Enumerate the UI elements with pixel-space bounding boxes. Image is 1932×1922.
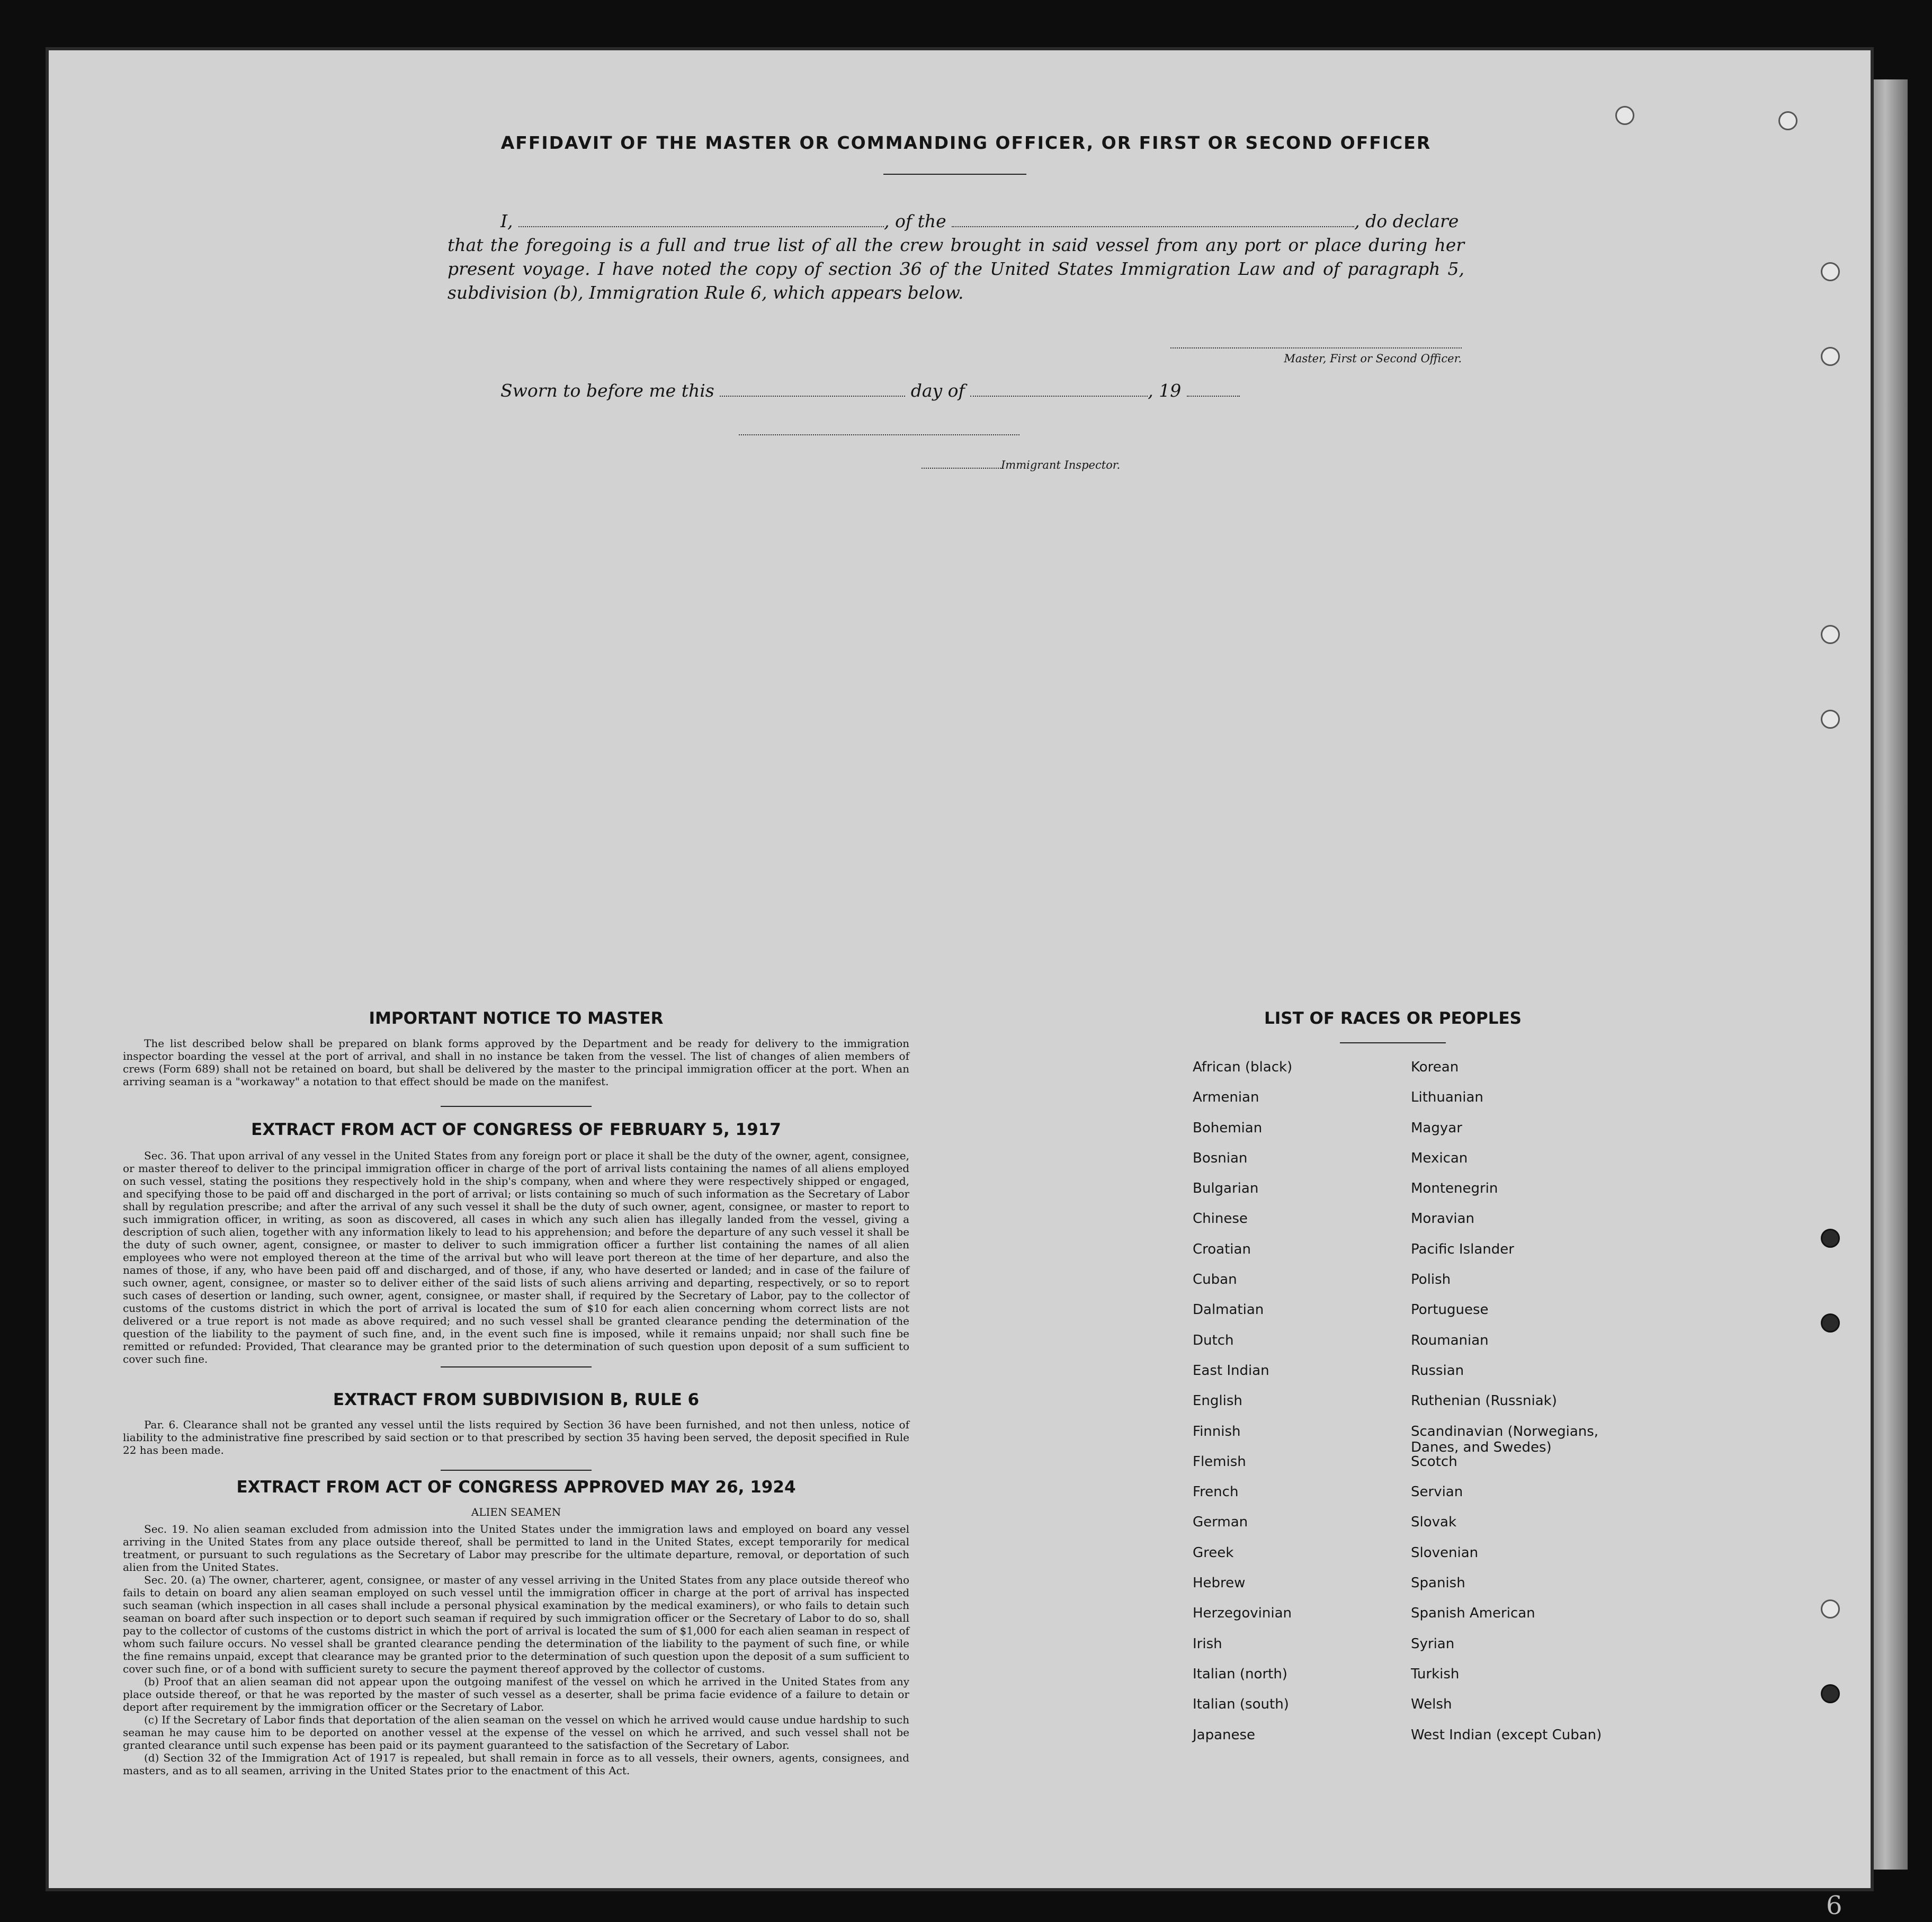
race-name: Scotch	[1411, 1453, 1457, 1470]
extract-rule6-body	[123, 1418, 909, 1456]
race-name: Japanese	[1193, 1727, 1256, 1743]
race-name: West Indian (except Cuban)	[1411, 1727, 1602, 1743]
page-edge-strip	[1871, 79, 1908, 1870]
race-name: Turkish	[1411, 1666, 1460, 1682]
sworn-day-of: day of	[910, 380, 965, 401]
race-row	[1193, 1484, 1669, 1514]
race-name: Finnish	[1193, 1423, 1241, 1440]
race-name: Moravian	[1411, 1211, 1474, 1227]
races-divider	[1340, 1042, 1446, 1043]
master-signature-label: Master, First or Second Officer.	[1284, 352, 1462, 365]
race-row	[1193, 1424, 1669, 1454]
binder-hole	[1821, 262, 1840, 281]
sworn-year-blank[interactable]	[1187, 382, 1240, 397]
binder-hole	[1821, 1229, 1840, 1248]
declaration-block	[448, 209, 1464, 305]
extract-1917-body	[123, 1149, 909, 1365]
race-name: French	[1193, 1484, 1239, 1500]
race-row	[1193, 1272, 1669, 1302]
binder-hole	[1821, 625, 1840, 644]
race-name: Korean	[1411, 1059, 1459, 1075]
race-row	[1193, 1089, 1669, 1120]
race-row	[1193, 1059, 1669, 1089]
race-name: Pacific Islander	[1411, 1241, 1514, 1257]
race-name: Dalmatian	[1193, 1302, 1264, 1318]
extract-1924-paragraph: (c) If the Secretary of Labor finds that deportation of the alien seaman on the vessel on which he arrived would cause undue hardship to such seaman he may cause him to be deported on another vessel at the expense of the vessel on which he arrived, and such vessel shall not be granted clearance until such expense has been paid or its payment guaranteed to the satisfaction of the Secretary of Labor.	[123, 1713, 909, 1751]
race-name: Bosnian	[1193, 1150, 1248, 1166]
binder-hole	[1821, 1684, 1840, 1703]
extract-1924-subtitle: ALIEN SEAMEN	[471, 1506, 561, 1518]
race-row	[1193, 1636, 1669, 1666]
race-name: Greek	[1193, 1544, 1234, 1561]
race-row	[1193, 1333, 1669, 1363]
race-name: Bohemian	[1193, 1120, 1263, 1136]
race-name: Servian	[1411, 1484, 1463, 1500]
race-row	[1193, 1211, 1669, 1241]
extract-1924-paragraph: Sec. 20. (a) The owner, charterer, agent, consignee, or master of any vessel arriving in the United States from any place outside thereof who fails to detain on board any alien seaman employed on such vessel until the immigration officer in charge at the port of arrival has inspected such seaman (which inspection in all cases shall include a personal physical examination by the medical examiners), or who fails to detain such seaman on board after such inspection or to deport such seaman if required by such immigration officer or the Secretary of Labor to do so, shall pay to the collector of customs of the customs district in which the port of arrival is located the sum of $1,000 for each alien seaman in respect of whom such failure occurs. No vessel shall be granted clearance pending the determination of the liability to the payment of such fine, or while the fine remains unpaid, except that clearance may be granted prior to the determination of such question upon the deposit of a sum sufficient to cover such fine, or of a bond with sufficient surety to secure the payment thereof approved by the collector of customs.	[123, 1574, 909, 1675]
race-name: English	[1193, 1393, 1242, 1409]
binder-hole	[1821, 1313, 1840, 1333]
race-row	[1193, 1302, 1669, 1332]
race-row	[1193, 1454, 1669, 1484]
race-row	[1193, 1120, 1669, 1150]
page-number: 6	[1826, 1891, 1842, 1920]
sworn-line	[500, 380, 1240, 401]
race-name: East Indian	[1193, 1362, 1269, 1379]
race-name: Cuban	[1193, 1272, 1237, 1288]
race-row	[1193, 1727, 1669, 1757]
notice-title: IMPORTANT NOTICE TO MASTER	[369, 1009, 664, 1028]
race-name: Ruthenian (Russniak)	[1411, 1393, 1557, 1409]
title-divider	[883, 174, 1026, 175]
race-name: Spanish American	[1411, 1605, 1535, 1622]
inspector-label-text: Immigrant Inspector.	[1001, 459, 1121, 471]
race-name: Scandinavian (Norwegians, Danes, and Swedes)	[1411, 1423, 1599, 1455]
of-the-label: , of the	[884, 211, 946, 231]
race-name: Lithuanian	[1411, 1089, 1483, 1106]
notice-body	[123, 1037, 909, 1088]
extract-1924-paragraph: (d) Section 32 of the Immigration Act of 1917 is repealed, but shall remain in force as to all vessels, their owners, agents, consignees, and masters, and as to all seamen, arriving in the United States prior to the enactment of this Act.	[123, 1751, 909, 1777]
race-name: Croatian	[1193, 1241, 1251, 1257]
inspector-label	[922, 458, 1120, 471]
affidavit-title: AFFIDAVIT OF THE MASTER OR COMMANDING OFFICER, OR FIRST OR SECOND OFFICER	[500, 132, 1432, 153]
race-name: Flemish	[1193, 1453, 1246, 1470]
sworn-day-blank[interactable]	[720, 382, 905, 397]
race-name: Armenian	[1193, 1089, 1259, 1106]
sworn-prefix: Sworn to before me this	[500, 380, 714, 401]
race-name: Italian (south)	[1193, 1696, 1289, 1713]
races-list	[1193, 1059, 1669, 1757]
extract-1917-title: EXTRACT FROM ACT OF CONGRESS OF FEBRUARY 5, 1917	[251, 1120, 781, 1139]
section-divider	[441, 1470, 592, 1471]
binder-hole	[1821, 347, 1840, 366]
binder-hole	[1821, 1599, 1840, 1619]
extract-1924-paragraph: (b) Proof that an alien seaman did not appear upon the outgoing manifest of the vessel on which he arrived in the United States from any place outside thereof, or that he was reported by the master of such vessel as a deserter, shall be prima facie evidence of a failure to detain or deport after requirement by the immigration officer or the Secretary of Labor.	[123, 1675, 909, 1713]
section-divider	[441, 1106, 592, 1107]
binder-hole	[1821, 710, 1840, 729]
inspector-signature-line[interactable]	[739, 434, 1019, 435]
race-name: Magyar	[1411, 1120, 1462, 1136]
race-name: Portuguese	[1411, 1302, 1489, 1318]
race-name: Slovenian	[1411, 1544, 1479, 1561]
race-name: Bulgarian	[1193, 1181, 1259, 1197]
races-title: LIST OF RACES OR PEOPLES	[1264, 1009, 1522, 1028]
i-label: I,	[500, 211, 513, 231]
race-row	[1193, 1696, 1669, 1727]
race-row	[1193, 1575, 1669, 1605]
binder-hole	[1778, 111, 1797, 130]
race-name: Mexican	[1411, 1150, 1468, 1166]
race-row	[1193, 1514, 1669, 1544]
race-name: German	[1193, 1514, 1248, 1531]
vessel-blank[interactable]	[952, 212, 1354, 227]
extract-1924-title: EXTRACT FROM ACT OF CONGRESS APPROVED MAY 26, 1924	[236, 1478, 796, 1497]
race-name: Herzegovinian	[1193, 1605, 1292, 1622]
extract-1917-paragraph: Sec. 36. That upon arrival of any vessel in the United States from any foreign port or place it shall be the duty of the owner, agent, consignee, or master thereof to deliver to the principal immigration officer in charge of the port of arrival lists containing the names of all aliens employed on such vessel, stating the positions they respectively hold in the ship's company, when and where they were respectively shipped or engaged, and specifying those to be paid off and discharged in the port of arrival; or lists containing so much of such information as the Secretary of Labor shall by regulation prescribe; and after the arrival of any such vessel it shall be the duty of such owner, agent, consignee, or master to report to such immigration officer, in writing, as soon as discovered, all cases in which any such alien has illegally landed from the vessel, giving a description of such alien, together with any information likely to lead to his apprehension; and before the departure of any such vessel it shall be the duty of such owner, agent, consignee, or master to deliver to such immigration officer a further list containing the names of all alien employees who were not employed thereon at the time of the arrival but who will leave port thereon at the time of her departure, and also the names of those, if any, who have been paid off and discharged, and of those, if any, who have deserted or landed; and in case of the failure of such owner, agent, consignee, or master so to deliver either of the said lists of such aliens arriving and departing, respectively, or so to report such cases of desertion or landing, such owner, agent, consignee, or master shall, if required by the Secretary of Labor, pay to the collector of customs of the customs district in which the port of arrival is located the sum of $10 for each alien concerning whom correct lists are not delivered or a true report is not made as above required; and no such vessel shall be granted clearance pending the determination of the question of the liability to the payment of such fine, and, in the event such fine is imposed, while it remains unpaid; nor shall such fine be remitted or refunded: Provided, That clearance may be granted prior to the determination of such question upon deposit of a sum sufficient to cover such fine.	[123, 1149, 909, 1365]
race-name: Montenegrin	[1411, 1181, 1498, 1197]
extract-rule6-title: EXTRACT FROM SUBDIVISION B, RULE 6	[333, 1390, 700, 1409]
binder-hole	[1615, 106, 1634, 125]
race-row	[1193, 1363, 1669, 1393]
race-row	[1193, 1150, 1669, 1181]
race-name: Irish	[1193, 1635, 1222, 1652]
race-row	[1193, 1393, 1669, 1423]
sworn-month-blank[interactable]	[970, 382, 1148, 397]
race-name: Syrian	[1411, 1635, 1455, 1652]
race-name: Hebrew	[1193, 1575, 1246, 1592]
declaration-text: that the foregoing is a full and true list of all the crew brought in said vessel from any port or place during her present voyage. I have noted the copy of section 36 of the United States Immigration Law and of paragraph 5, subdivision (b), Immigration Rule 6, which appears below.	[448, 235, 1464, 303]
race-name: African (black)	[1193, 1059, 1293, 1075]
notice-paragraph: The list described below shall be prepared on blank forms approved by the Department and be ready for delivery to the immigration inspector boarding the vessel at the port of arrival, and shall in no instance be taken from the vessel. The list of changes of alien members of crews (Form 689) shall not be retained on board, but shall be delivered by the master to the principal immigration officer at the port. When an arriving seaman is a "workaway" a notation to that effect should be made on the manifest.	[123, 1037, 909, 1088]
race-name: Welsh	[1411, 1696, 1452, 1713]
race-row	[1193, 1666, 1669, 1696]
race-row	[1193, 1545, 1669, 1575]
race-name: Spanish	[1411, 1575, 1465, 1592]
sworn-year-label: , 19	[1148, 380, 1182, 401]
master-signature-line[interactable]	[1170, 347, 1462, 348]
race-row	[1193, 1181, 1669, 1211]
name-blank[interactable]	[518, 212, 884, 227]
do-declare-label: , do declare	[1354, 211, 1459, 231]
race-name: Slovak	[1411, 1514, 1457, 1531]
extract-1924-body	[123, 1523, 909, 1777]
race-name: Dutch	[1193, 1332, 1234, 1348]
race-name: Chinese	[1193, 1211, 1248, 1227]
race-name: Polish	[1411, 1272, 1451, 1288]
race-name: Russian	[1411, 1362, 1464, 1379]
race-row	[1193, 1605, 1669, 1635]
declaration-first-line	[500, 209, 1464, 233]
extract-1924-paragraph: Sec. 19. No alien seaman excluded from admission into the United States under the immigration laws and employed on board any vessel arriving in the United States from any place outside thereof, shall be permitted to land in the United States, except temporarily for medical treatment, or pursuant to such regulations as the Secretary of Labor may prescribe for the ultimate departure, removal, or deportation of such alien from the United States.	[123, 1523, 909, 1574]
race-name: Italian (north)	[1193, 1666, 1287, 1682]
inspector-dots	[922, 458, 1001, 469]
section-divider	[441, 1366, 592, 1367]
extract-rule6-paragraph: Par. 6. Clearance shall not be granted any vessel until the lists required by Section 36 have been furnished, and not then unless, notice of liability to the administrative fine prescribed by said section or to that prescribed by section 35 having been served, the deposit specified in Rule 22 has been made.	[123, 1418, 909, 1456]
race-row	[1193, 1241, 1669, 1272]
race-name: Roumanian	[1411, 1332, 1489, 1348]
